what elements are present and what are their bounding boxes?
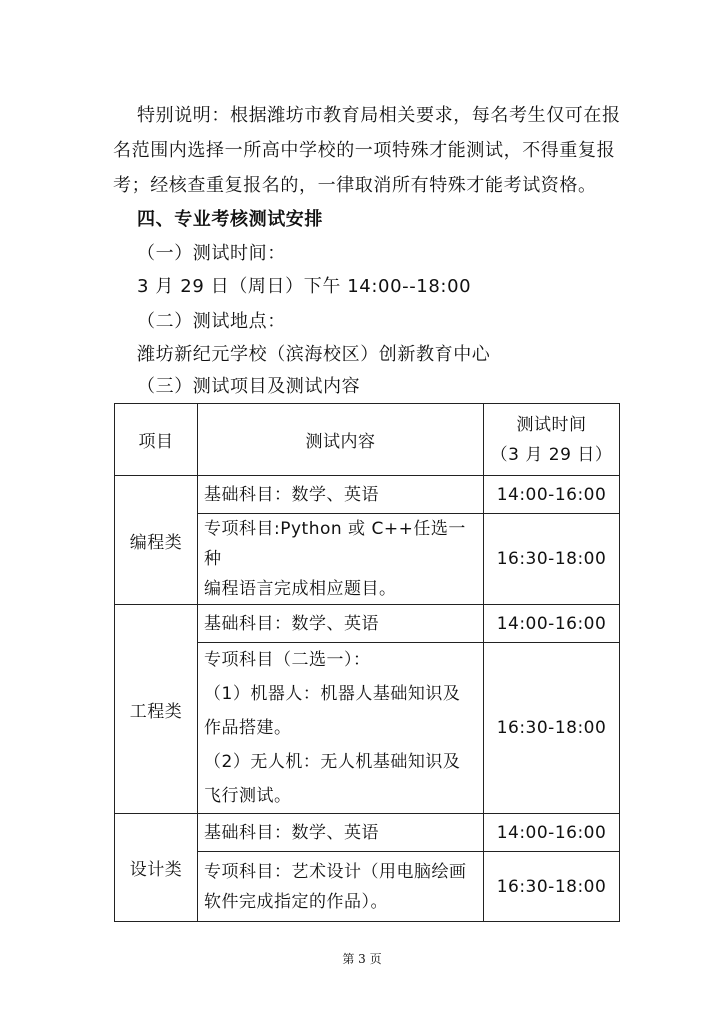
sub1-heading: （一）测试时间： (137, 243, 286, 264)
sub2-heading: （二）测试地点： (137, 311, 286, 332)
content-line: 基础科目：数学、英语 (204, 484, 379, 505)
content-line: 作品搭建。 (204, 718, 292, 738)
category-engineering: 工程类 (115, 605, 198, 814)
header-time-line2: （3 月 29 日） (490, 444, 613, 465)
category-programming: 编程类 (115, 476, 198, 605)
intro-line-2: 名范围内选择一所高中学校的一项特殊才能测试，不得重复报 (113, 140, 616, 161)
row-time: 16:30-18:00 (484, 643, 620, 814)
sub3-heading: （三）测试项目及测试内容 (137, 376, 361, 397)
table-row (115, 476, 620, 514)
row-content (198, 852, 484, 922)
row-content (198, 814, 484, 852)
intro-line-3: 考；经核查重复报名的，一律取消所有特殊才能考试资格。 (113, 175, 597, 196)
content-line: 编程语言完成相应题目。 (204, 579, 397, 599)
header-category: 项目 (115, 404, 198, 476)
table-row (115, 814, 620, 852)
schedule-table (114, 403, 620, 922)
category-design: 设计类 (115, 814, 198, 922)
row-content (198, 514, 484, 605)
row-time: 14:00-16:00 (484, 605, 620, 643)
table-header-row (115, 404, 620, 476)
row-time: 16:30-18:00 (484, 514, 620, 605)
section-heading: 四、专业考核测试安排 (137, 209, 323, 230)
content-line: 基础科目：数学、英语 (204, 822, 379, 843)
row-time: 14:00-16:00 (484, 814, 620, 852)
content-line: 专项科目：艺术设计（用电脑绘画 (204, 861, 467, 882)
row-time: 14:00-16:00 (484, 476, 620, 514)
header-content: 测试内容 (198, 404, 484, 476)
row-content (198, 643, 484, 814)
row-content (198, 605, 484, 643)
intro-line-1: 特别说明：根据潍坊市教育局相关要求，每名考生仅可在报 (137, 105, 621, 126)
content-line: 基础科目：数学、英语 (204, 613, 379, 634)
sub2-value: 潍坊新纪元学校（滨海校区）创新教育中心 (137, 344, 491, 365)
content-line: （2）无人机：无人机基础知识及 (204, 752, 461, 772)
header-time-line1: 测试时间 (516, 414, 587, 435)
row-content (198, 476, 484, 514)
content-line: （1）机器人：机器人基础知识及 (204, 684, 461, 704)
header-time (484, 404, 620, 476)
content-line: 专项科目:Python 或 C++任选一种 (204, 519, 466, 569)
content-line: 软件完成指定的作品）。 (204, 891, 388, 912)
table-row (115, 605, 620, 643)
sub1-value: 3 月 29 日（周日）下午 14:00--18:00 (137, 276, 472, 297)
content-line: 专项科目（二选一）： (204, 650, 371, 670)
page-footer: 第 3 页 (342, 952, 382, 966)
content-line: 飞行测试。 (204, 786, 292, 806)
row-time: 16:30-18:00 (484, 852, 620, 922)
